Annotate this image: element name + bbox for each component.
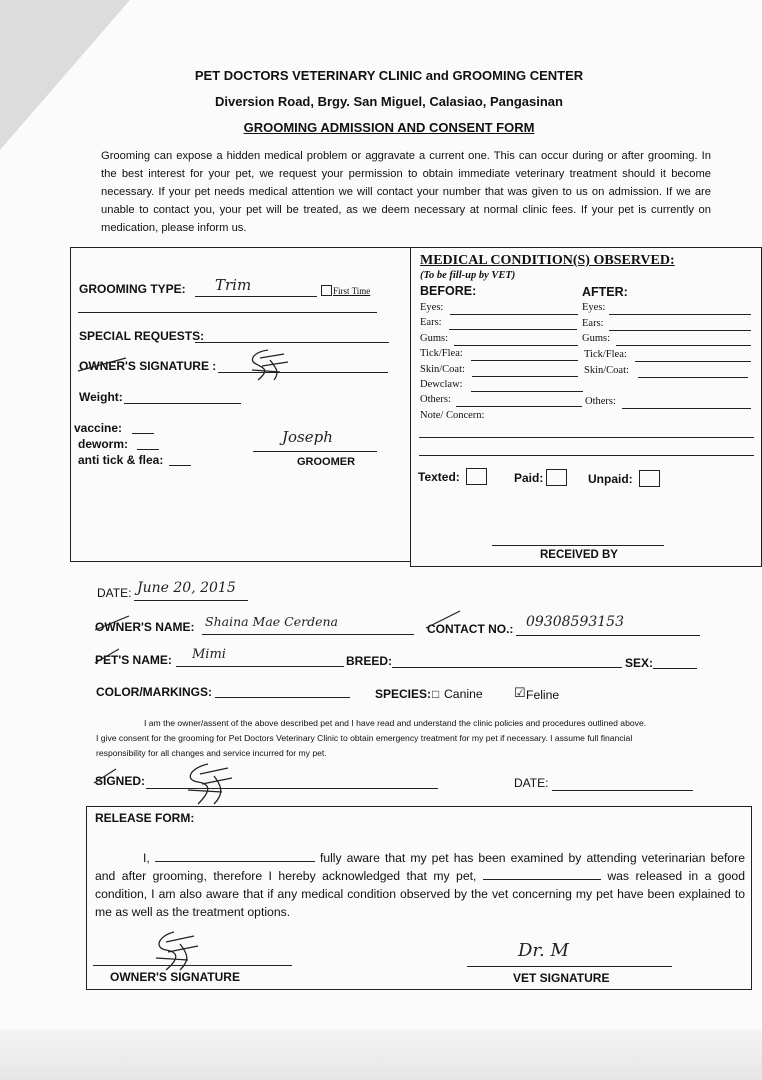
texted-label: Texted: (418, 470, 460, 484)
after-tickflea-label: Tick/Flea: (584, 349, 627, 360)
before-gums-label: Gums: (420, 333, 449, 344)
note-line-1[interactable] (419, 437, 754, 438)
texted-checkbox[interactable] (466, 468, 487, 485)
note-concern-label: Note/ Concern: (420, 410, 485, 421)
feline-label: Feline (526, 688, 560, 702)
after-skincoat-label: Skin/Coat: (584, 365, 629, 376)
special-requests-label: SPECIAL REQUESTS: (79, 329, 205, 343)
special-requests-line[interactable] (195, 342, 389, 343)
release-owner-signature-scribble-icon (148, 928, 212, 974)
after-tickflea-line[interactable] (635, 361, 751, 362)
intro-paragraph: Grooming can expose a hidden medical problem or aggravate a current one. This can occur during or after grooming. In the best interest for your pet, we request your permission to obtain immediate veterinary treatment should it become necessary. If your pet needs medical attention we will contact your number that was given to us on admission. If we are unable to contact you, your pet will be treated, as we deem necessary at normal clinic fees. If your pet is currently on medication, please inform us. (101, 150, 711, 234)
pet-name-value[interactable]: Mimi (192, 647, 226, 662)
grooming-type-line (195, 296, 317, 297)
received-by-line[interactable] (492, 545, 664, 546)
owner-name-label: OWNER'S NAME: (95, 620, 195, 634)
grooming-type-value[interactable]: Trim (215, 276, 252, 294)
first-time-checkbox[interactable] (321, 285, 332, 296)
after-eyes-label: Eyes: (582, 302, 606, 313)
after-gums-line[interactable] (616, 345, 751, 346)
owner-signature-scribble-icon (240, 346, 295, 384)
after-gums-label: Gums: (582, 333, 611, 344)
signed-label: SIGNED: (95, 774, 146, 788)
before-skincoat-line[interactable] (472, 376, 578, 377)
feline-checkbox[interactable]: ☑ (514, 685, 526, 700)
release-owner-signature-line[interactable] (93, 965, 292, 966)
after-others-label: Others: (585, 396, 616, 407)
release-owner-signature-label: OWNER'S SIGNATURE (110, 970, 240, 984)
strike-mark-icon (92, 765, 120, 787)
before-label: BEFORE: (420, 284, 477, 298)
color-markings-label: COLOR/MARKINGS: (96, 685, 212, 699)
owner-signature-label: OWNER'S SIGNATURE : (79, 359, 217, 373)
vaccine-line[interactable] (132, 433, 154, 434)
before-eyes-label: Eyes: (420, 302, 444, 313)
owner-name-line (202, 634, 414, 635)
consent-line-2: I give consent for the grooming for Pet Doctors Veterinary Clinic to obtain emergency treatment for my pet if necessary. I assume full financial (96, 733, 633, 743)
before-others-line[interactable] (456, 406, 582, 407)
canine-label: Canine (444, 687, 483, 701)
species-label: SPECIES: (375, 687, 432, 701)
before-eyes-line[interactable] (450, 314, 578, 315)
page-bottom-shadow (0, 1030, 762, 1080)
canine-checkbox[interactable]: □ (432, 687, 440, 701)
deworm-label: deworm: (78, 437, 129, 451)
groomer-label: GROOMER (297, 456, 356, 468)
antitick-label: anti tick & flea: (78, 453, 164, 467)
clinic-address: Diversion Road, Brgy. San Miguel, Calasiao, Pangasinan (215, 94, 563, 109)
vet-signature-line[interactable] (467, 966, 672, 967)
release-part-1: fully aware that my pet has been examined by attending veterinarian before and after grooming, therefore I hereby acknowledged that my pet, (95, 851, 745, 883)
vet-signature-value: Dr. M (518, 940, 569, 961)
date-value[interactable]: June 20, 2015 (137, 580, 236, 596)
contact-label: CONTACT NO.: (427, 622, 514, 636)
pet-name-label: PET'S NAME: (95, 653, 172, 667)
after-label: AFTER: (582, 285, 628, 299)
sex-label: SEX: (625, 656, 654, 670)
release-title: RELEASE FORM: (95, 811, 195, 825)
contact-line (516, 635, 700, 636)
consent-line-3: responsibility for all changes and service incurred for my pet. (96, 748, 327, 758)
medical-note: (To be fill-up by VET) (420, 270, 516, 281)
unpaid-label: Unpaid: (588, 472, 633, 486)
strike-mark-icon (93, 612, 133, 634)
after-ears-label: Ears: (582, 318, 604, 329)
unpaid-checkbox[interactable] (639, 470, 660, 487)
antitick-line[interactable] (169, 465, 191, 466)
first-time-label: First Time (333, 286, 371, 296)
release-i: I, (143, 851, 150, 865)
vaccine-label: vaccine: (74, 421, 123, 435)
before-dewclaw-label: Dewclaw: (420, 379, 463, 390)
contact-value[interactable]: 09308593153 (526, 614, 624, 630)
clinic-name: PET DOCTORS VETERINARY CLINIC and GROOMING CENTER (194, 68, 584, 83)
before-ears-label: Ears: (420, 317, 442, 328)
after-eyes-line[interactable] (609, 314, 751, 315)
after-skincoat-line[interactable] (638, 377, 748, 378)
before-skincoat-label: Skin/Coat: (420, 364, 465, 375)
paid-checkbox[interactable] (546, 469, 567, 486)
sex-line[interactable] (653, 668, 697, 669)
breed-line[interactable] (392, 667, 622, 668)
signed-signature-scribble-icon (178, 760, 242, 808)
note-line-2[interactable] (419, 455, 754, 456)
release-part-2: was released in a good condition, I am also aware that if any medical condition observed by the vet concerning my pet have been explained to me as well as the treatment options. (95, 869, 745, 919)
consent-date-line[interactable] (552, 790, 693, 791)
before-dewclaw-line[interactable] (471, 391, 583, 392)
color-markings-line[interactable] (215, 697, 350, 698)
release-name-blank[interactable] (155, 850, 315, 862)
strike-mark-icon (76, 355, 136, 375)
release-paragraph (95, 849, 745, 921)
before-ears-line[interactable] (449, 329, 577, 330)
groomer-signature-value: Joseph (282, 428, 333, 446)
weight-line[interactable] (124, 403, 241, 404)
date-label: DATE: (97, 586, 132, 600)
breed-label: BREED: (346, 654, 393, 668)
before-tickflea-line[interactable] (471, 360, 578, 361)
before-tickflea-label: Tick/Flea: (420, 348, 463, 359)
grooming-extra-line (78, 312, 377, 313)
release-pet-blank[interactable] (483, 868, 601, 880)
vet-signature-label: VET SIGNATURE (513, 971, 610, 985)
owner-name-value[interactable]: Shaina Mae Cerdena (205, 614, 339, 629)
after-ears-line[interactable] (609, 330, 751, 331)
medical-title: MEDICAL CONDITION(S) OBSERVED: (420, 253, 675, 268)
strike-mark-icon (424, 608, 464, 632)
deworm-line[interactable] (137, 449, 159, 450)
paid-label: Paid: (514, 471, 544, 485)
after-others-line[interactable] (622, 408, 751, 409)
groomer-line (253, 451, 377, 452)
received-by-label: RECEIVED BY (540, 549, 618, 561)
consent-date-label: DATE: (514, 776, 549, 790)
before-others-label: Others: (420, 394, 451, 405)
consent-line-1: I am the owner/assent of the above described pet and I have read and understand the clinic policies and procedures outlined above. (144, 718, 647, 728)
before-gums-line[interactable] (454, 345, 578, 346)
strike-mark-icon (93, 645, 123, 667)
pet-name-line (176, 666, 344, 667)
form-title: GROOMING ADMISSION AND CONSENT FORM (243, 120, 535, 135)
date-line (134, 600, 248, 601)
weight-label: Weight: (79, 390, 123, 404)
grooming-type-label: GROOMING TYPE: (79, 282, 186, 296)
